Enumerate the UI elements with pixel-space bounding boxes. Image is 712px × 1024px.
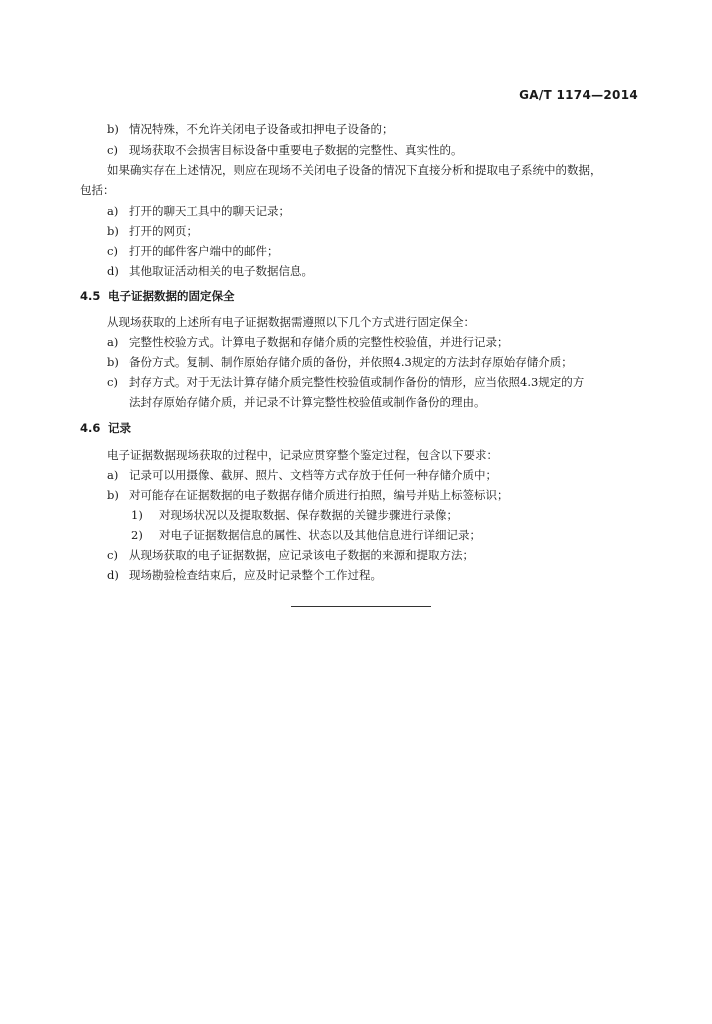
- end-rule: [291, 606, 431, 607]
- sub-list-item: [131, 507, 458, 523]
- list-item-text: 记录可以用摄像、截屏、照片、文档等方式存放于任何一种存储介质中；: [129, 468, 497, 482]
- list-item: [107, 547, 474, 563]
- list-item: [107, 223, 198, 239]
- list-item-text: 情况特殊，不允许关闭电子设备或扣押电子设备的；: [129, 122, 394, 136]
- list-marker: d): [107, 264, 119, 278]
- list-item-text: 对电子证据数据信息的属性、状态以及其他信息进行详细记录；: [159, 528, 481, 542]
- paragraph-line: 从现场获取的上述所有电子证据数据需遵照以下几个方式进行固定保全：: [107, 315, 475, 329]
- list-item-text: 从现场获取的电子证据数据，应记录该电子数据的来源和提取方法；: [129, 548, 474, 562]
- list-marker: a): [107, 335, 119, 349]
- list-item-text: 对现场状况以及提取数据、保存数据的关键步骤进行录像；: [159, 508, 458, 522]
- section-title: 电子证据数据的固定保全: [108, 289, 235, 303]
- paragraph-line: 如果确实存在上述情况，则应在现场不关闭电子设备的情况下直接分析和提取电子系统中的数据，: [107, 163, 602, 177]
- list-marker: c): [107, 548, 118, 562]
- list-item-text: 现场勘验检查结束后，应及时记录整个工作过程。: [129, 568, 382, 582]
- list-item-text: 打开的聊天工具中的聊天记录；: [129, 204, 290, 218]
- section-number: 4.6: [80, 421, 101, 435]
- list-marker: a): [107, 468, 119, 482]
- list-marker: c): [107, 143, 118, 157]
- list-marker: d): [107, 568, 119, 582]
- list-item: [107, 567, 382, 583]
- list-item: [107, 121, 394, 137]
- paragraph-line: 电子证据数据现场获取的过程中，记录应贯穿整个鉴定过程，包含以下要求：: [107, 448, 498, 462]
- list-item: [107, 354, 573, 370]
- list-marker: 2): [131, 528, 143, 542]
- list-marker: b): [107, 355, 119, 369]
- list-marker: c): [107, 244, 118, 258]
- list-item-text: 封存方式。对于无法计算存储介质完整性校验值或制作备份的情形，应当依照4.3规定的方: [129, 375, 585, 389]
- list-item-text: 打开的网页；: [129, 224, 198, 238]
- list-marker: c): [107, 375, 118, 389]
- list-item-text: 对可能存在证据数据的电子数据存储介质进行拍照，编号并贴上标签标识；: [129, 488, 509, 502]
- list-item: [107, 263, 313, 279]
- sub-list-item: [131, 527, 481, 543]
- list-item: [107, 203, 290, 219]
- paragraph-line: 包括：: [80, 183, 115, 197]
- list-item: [107, 487, 509, 503]
- list-item-text: 现场获取不会损害目标设备中重要电子数据的完整性、真实性的。: [129, 143, 463, 157]
- list-item-text: 备份方式。复制、制作原始存储介质的备份，并依照4.3规定的方法封存原始存储介质；: [129, 355, 573, 369]
- list-item: [107, 243, 279, 259]
- list-item-text: 其他取证活动相关的电子数据信息。: [129, 264, 313, 278]
- section-heading: [80, 288, 235, 304]
- section-heading: [80, 420, 131, 436]
- list-marker: b): [107, 224, 119, 238]
- list-marker: b): [107, 122, 119, 136]
- list-item-text: 打开的邮件客户端中的邮件；: [129, 244, 279, 258]
- list-item: [107, 374, 584, 390]
- list-item-text: 完整性校验方式。计算电子数据和存储介质的完整性校验值，并进行记录；: [129, 335, 509, 349]
- list-item: [107, 467, 497, 483]
- section-number: 4.5: [80, 289, 101, 303]
- list-marker: 1): [131, 508, 143, 522]
- list-item: [107, 334, 509, 350]
- list-marker: a): [107, 204, 119, 218]
- list-marker: b): [107, 488, 119, 502]
- section-title: 记录: [108, 421, 131, 435]
- list-item-continuation: 法封存原始存储介质，并记录不计算完整性校验值或制作备份的理由。: [129, 395, 486, 409]
- list-item: [107, 142, 463, 158]
- standard-code: GA/T 1174—2014: [519, 88, 638, 102]
